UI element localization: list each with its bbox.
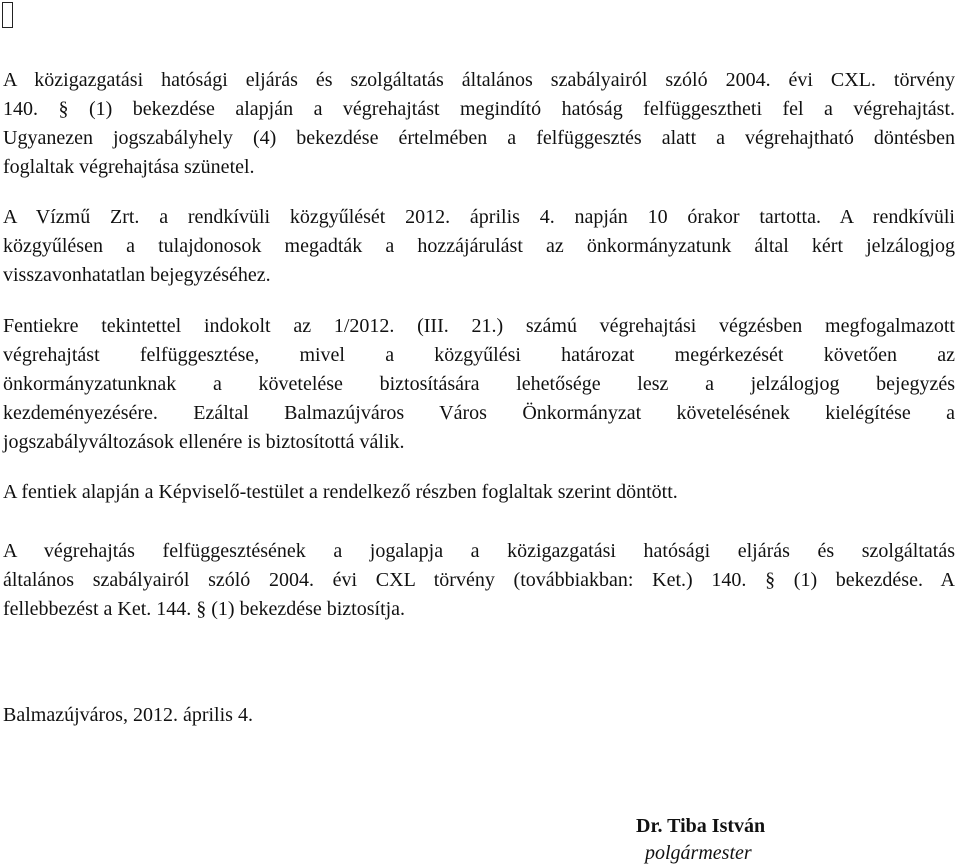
- place-date: [3, 701, 955, 730]
- text-line: Balmazújváros, 2012. április 4.: [3, 704, 253, 726]
- paragraph-decision: [3, 478, 955, 507]
- paragraph-legal-basis: [3, 66, 955, 182]
- text-line: A Vízmű Zrt. a rendkívüli közgyűlését 2012. április 4. napján 10 órakor tartotta. A rendkívüli: [3, 206, 955, 228]
- text-line: visszavonhatatlan bejegyzéséhez.: [3, 264, 271, 286]
- text-line: általános szabályairól szóló 2004. évi CXL törvény (továbbiakban: Ket.) 140. § (1) bekezdése. A: [3, 569, 955, 591]
- signer-name: Dr. Tiba István: [636, 815, 766, 837]
- paragraph-meeting: [3, 203, 955, 290]
- signature-block: [636, 813, 936, 867]
- text-line: fellebbezést a Ket. 144. § (1) bekezdése biztosítja.: [3, 598, 406, 620]
- paragraph-justification: [3, 312, 955, 457]
- text-line: kezdeményezésére. Ezáltal Balmazújváros Város Önkormányzat követelésének kielégítése a: [3, 402, 955, 424]
- missing-glyph-box-icon: [2, 2, 13, 28]
- text-line: A fentiek alapján a Képviselő-testület a rendelkező részben foglaltak szerint döntött.: [3, 481, 678, 503]
- signer-title: polgármester: [645, 842, 752, 864]
- text-line: foglaltak végrehajtása szünetel.: [3, 156, 255, 178]
- text-line: közgyűlésen a tulajdonosok megadták a hozzájárulást az önkormányzatunk által kért jelzálogjog: [3, 235, 955, 257]
- text-line: Fentiekre tekintettel indokolt az 1/2012. (III. 21.) számú végrehajtási végzésben megfogalmazott: [3, 315, 955, 337]
- text-line: végrehajtást felfüggesztése, mivel a közgyűlési határozat megérkezését követően az: [3, 344, 955, 366]
- paragraph-appeal: [3, 537, 955, 624]
- text-line: 140. § (1) bekezdése alapján a végrehajtást megindító hatóság felfüggesztheti fel a végrehajtást.: [3, 98, 955, 120]
- text-line: A közigazgatási hatósági eljárás és szolgáltatás általános szabályairól szóló 2004. évi CXL. törvény: [3, 69, 955, 91]
- text-line: önkormányzatunknak a követelése biztosítására lehetősége lesz a jelzálogjog bejegyzés: [3, 373, 955, 395]
- text-line: jogszabályváltozások ellenére is biztosítottá válik.: [3, 431, 405, 453]
- text-line: A végrehajtás felfüggesztésének a jogalapja a közigazgatási hatósági eljárás és szolgáltatás: [3, 540, 955, 562]
- text-line: Ugyanezen jogszabályhely (4) bekezdése értelmében a felfüggesztés alatt a végrehajtható döntésben: [3, 127, 955, 149]
